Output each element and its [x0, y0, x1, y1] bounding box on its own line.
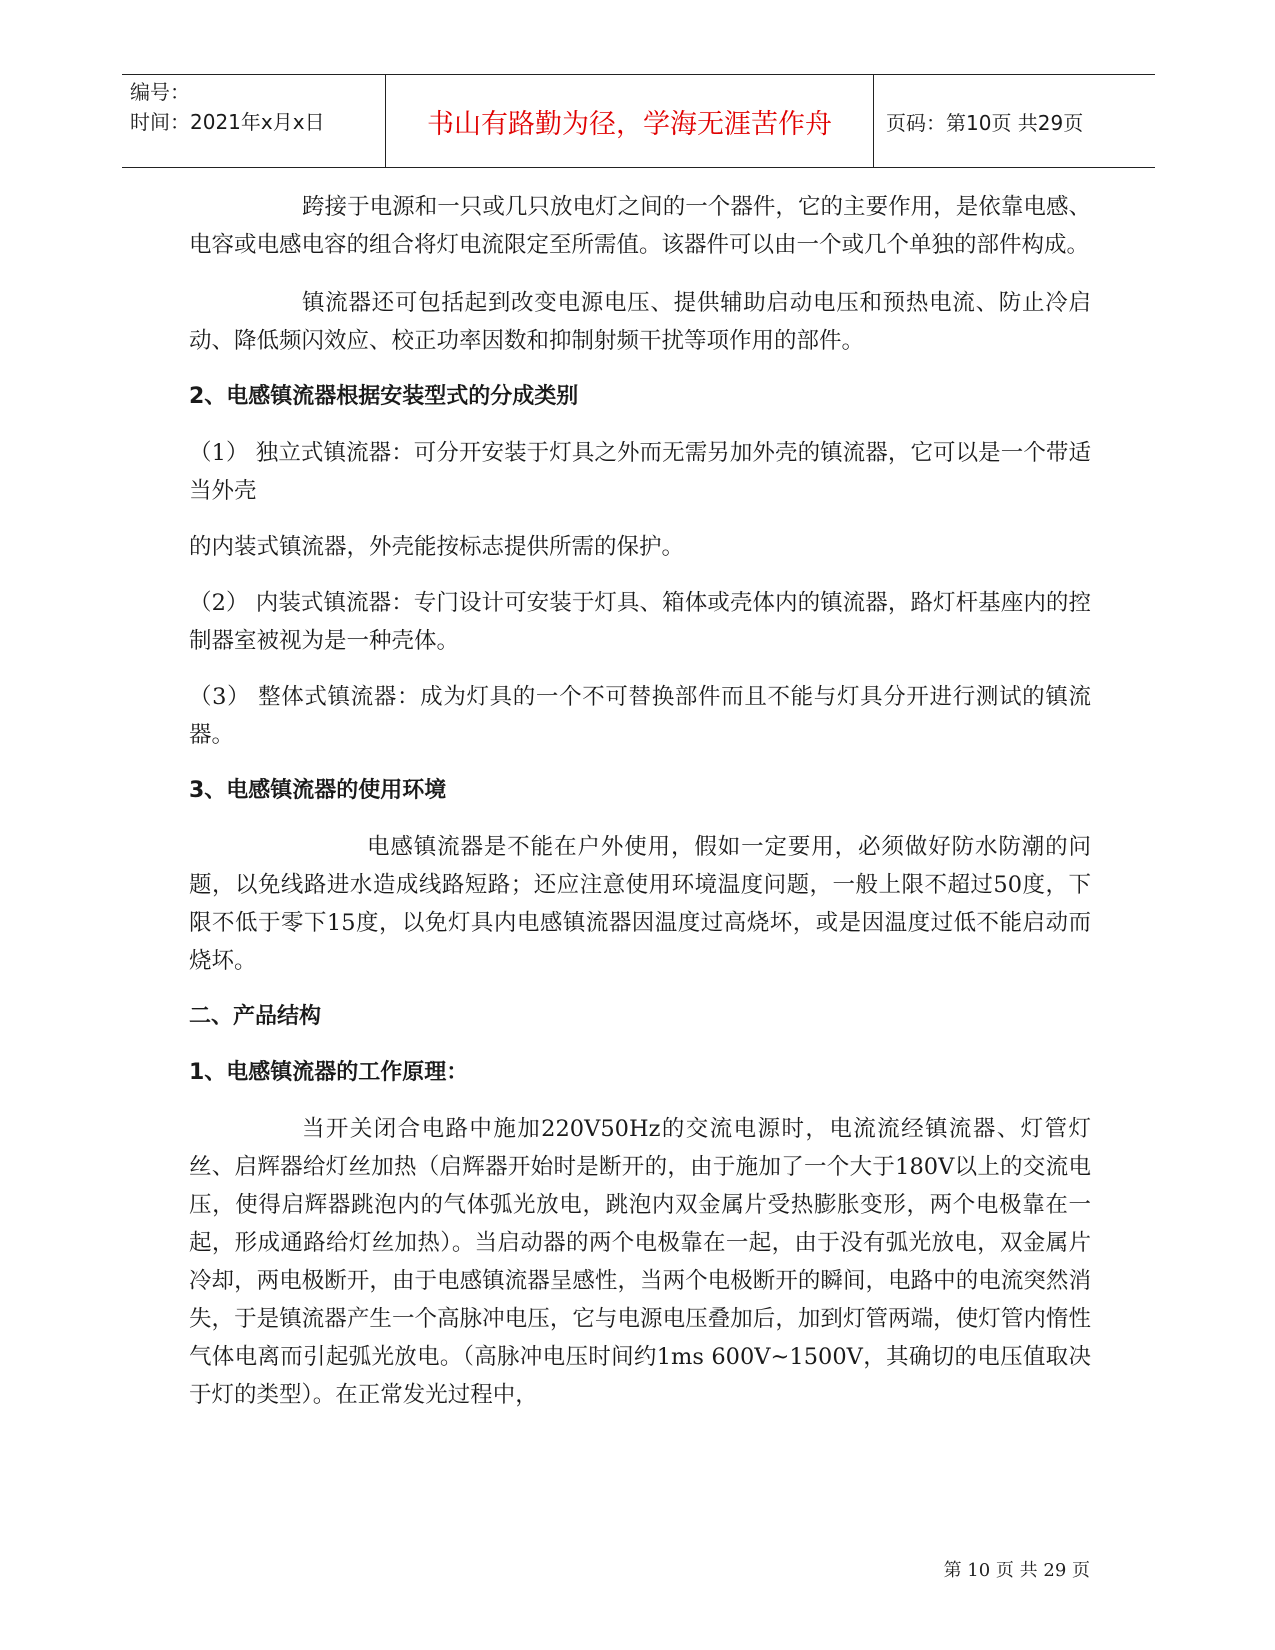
page-header: [122, 74, 1155, 168]
header-motto: 书山有路勤为径，学海无涯苦作舟: [386, 75, 874, 167]
paragraph-environment: 电感镇流器是不能在户外使用，假如一定要用，必须做好防水防潮的问题，以免线路进水造成线路短路；还应注意使用环境温度问题，一般上限不超过50度，下限不低于零下15度，以免灯具内电感镇流器因温度过高烧坏，或是因温度过低不能启动而烧坏。: [189, 834, 1091, 974]
paragraph-definition: 跨接于电源和一只或几只放电灯之间的一个器件，它的主要作用，是依靠电感、电容或电感电容的组合将灯电流限定至所需值。该器件可以由一个或几个单独的部件构成。: [189, 194, 1091, 258]
list-item-integral: （3） 整体式镇流器：成为灯具的一个不可替换部件而且不能与灯具分开进行测试的镇流器。: [189, 684, 1091, 748]
number-label: 编号：: [130, 80, 190, 104]
heading-classification: 2、电感镇流器根据安装型式的分成类别: [189, 384, 579, 409]
time-label: 时间：2021年x月x日: [130, 110, 325, 134]
heading-working-principle: 1、电感镇流器的工作原理：: [189, 1060, 469, 1085]
paragraph-working-principle: 当开关闭合电路中施加220V50Hz的交流电源时，电流流经镇流器、灯管灯丝、启辉器给灯丝加热（启辉器开始时是断开的，由于施加了一个大于180V以上的交流电压，使得启辉器跳泡内的气体弧光放电，跳泡内双金属片受热膨胀变形，两个电极靠在一起，形成通路给灯丝加热）。当启动器的两个电极靠在一起，由于没有弧光放电，双金属片冷却，两电极断开，由于电感镇流器呈感性，当两个电极断开的瞬间，电路中的电流突然消失，于是镇流器产生一个高脉冲电压，它与电源电压叠加后，加到灯管两端，使灯管内惰性气体电离而引起弧光放电。（高脉冲电压时间约1ms 600V~1500V，其确切的电压值取决于灯的类型）。在正常发光过程中，: [189, 1116, 1091, 1408]
list-item-independent-cont: 的内装式镇流器，外壳能按标志提供所需的保护。: [189, 534, 685, 560]
paragraph-components: 镇流器还可包括起到改变电源电压、提供辅助启动电压和预热电流、防止冷启动、降低频闪效应、校正功率因数和抑制射频干扰等项作用的部件。: [189, 290, 1091, 354]
header-page-label: 页码：第10页 共29页: [886, 110, 1084, 135]
page-footer: 第 10 页 共 29 页: [943, 1560, 1090, 1581]
heading-product-structure: 二、产品结构: [189, 1004, 322, 1029]
heading-environment: 3、电感镇流器的使用环境: [189, 778, 447, 803]
document-body: [189, 188, 1091, 1414]
list-item-built-in: （2） 内装式镇流器：专门设计可安装于灯具、箱体或壳体内的镇流器，路灯杆基座内的控制器室被视为是一种壳体。: [189, 590, 1091, 654]
header-meta: [122, 75, 386, 167]
list-item-independent: （1） 独立式镇流器：可分开安装于灯具之外而无需另加外壳的镇流器，它可以是一个带适当外壳: [189, 440, 1091, 504]
